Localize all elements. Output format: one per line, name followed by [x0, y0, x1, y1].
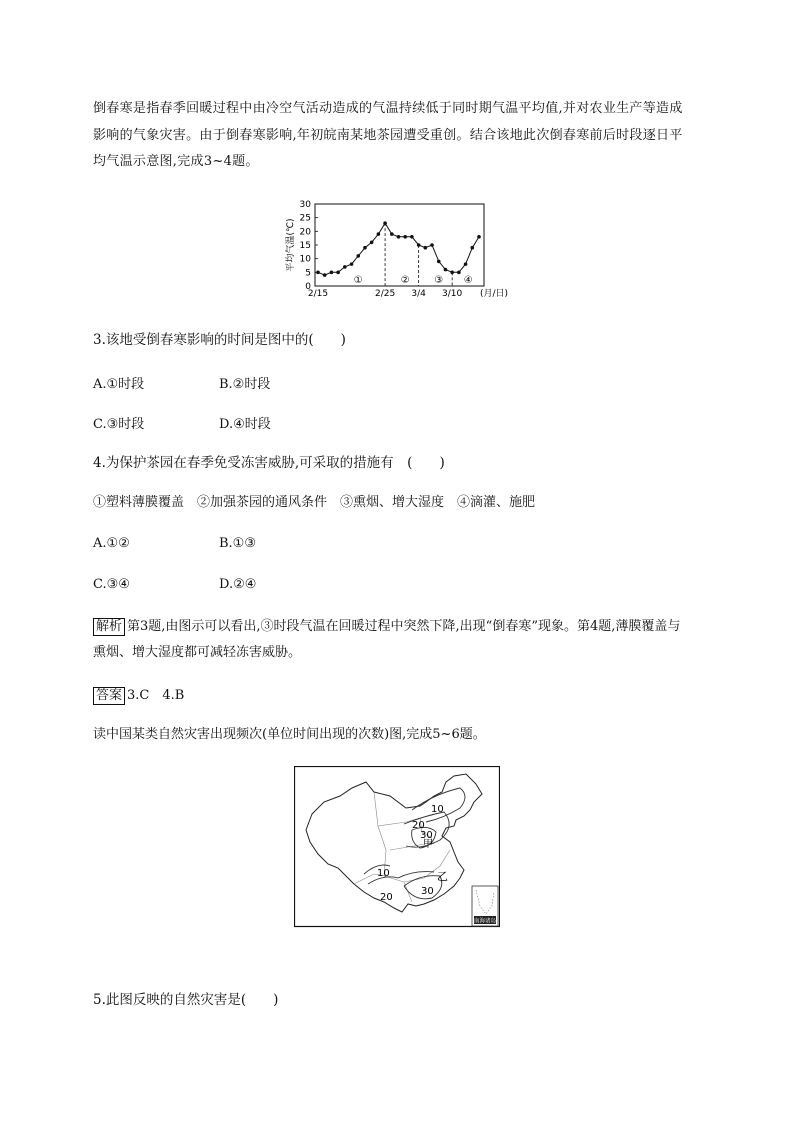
data-point — [370, 240, 374, 244]
data-point — [417, 243, 421, 247]
data-point — [363, 246, 367, 250]
data-point — [470, 246, 474, 250]
contour-label-20-south: 20 — [380, 892, 393, 903]
place-yi: 乙 — [437, 870, 448, 883]
intro-paragraph: 倒春寒是指春季回暖过程中由冷空气活动造成的气温持续低于同时期气温平均值,并对农业生产等造成影响的气象灾害。由于倒春寒影响,年初皖南某地茶园遭受重创。结合该地此次倒春寒前后时段逐日平均气温示意图,完成3~4题。 — [93, 101, 683, 169]
q4-option-a[interactable]: A.①② — [93, 536, 130, 551]
data-point — [450, 271, 454, 275]
q3-option-d[interactable]: D.④时段 — [219, 417, 271, 432]
x-tick-label: 2/15 — [307, 289, 329, 299]
data-point — [477, 235, 481, 239]
data-point — [330, 271, 334, 275]
y-axis-title: 平均气温(℃) — [286, 218, 296, 272]
data-point — [377, 232, 381, 236]
temperature-chart-svg — [280, 196, 520, 308]
china-map — [294, 766, 500, 932]
answer-label: 答案 — [93, 687, 125, 705]
data-point — [430, 243, 434, 247]
inset-label: 南海诸岛 — [473, 918, 497, 925]
contour-label-30-south: 30 — [421, 886, 434, 897]
x-tick-label: 2/25 — [374, 289, 396, 299]
place-jia: 甲 — [423, 839, 433, 850]
q3-option-c[interactable]: C.③时段 — [93, 417, 145, 432]
answer-block — [93, 683, 184, 709]
q5-stem: 5.此图反映的自然灾害是( ) — [93, 992, 279, 1008]
period-label: ④ — [463, 275, 473, 286]
data-point — [323, 273, 327, 277]
y-tick-label: 5 — [305, 268, 311, 279]
contour-label-20-north: 20 — [412, 820, 425, 831]
y-axis-label — [284, 218, 296, 271]
analysis-text: 第3题,由图示可以看出,③时段气温在回暖过程中突然下降,出现“倒春寒”现象。第4题,薄膜覆盖与熏烟、增大湿度都可减轻冻害威胁。 — [93, 619, 681, 660]
y-tick-label: 10 — [299, 254, 311, 265]
y-tick-label: 30 — [299, 200, 311, 210]
x-tick-label: 3/10 — [442, 289, 463, 299]
period-label: ② — [400, 275, 410, 286]
contour-label-10-south: 10 — [377, 868, 390, 879]
q4-stem: 4.为保护茶园在春季免受冻害威胁,可采取的措施有 ( ) — [93, 455, 445, 471]
q4-option-c[interactable]: C.③④ — [93, 577, 130, 592]
data-point — [424, 246, 428, 250]
map-frame — [295, 767, 500, 927]
data-point — [444, 268, 448, 272]
temperature-line — [318, 223, 479, 275]
x-axis-title: (月/日) — [479, 289, 509, 299]
q3-option-b[interactable]: B.②时段 — [219, 377, 271, 392]
period-label: ③ — [434, 275, 444, 286]
data-point — [343, 265, 347, 269]
period-label: ① — [353, 275, 363, 286]
q4-items: ①塑料薄膜覆盖 ②加强茶园的通风条件 ③熏烟、增大湿度 ④滴灌、施肥 — [93, 495, 536, 510]
data-point — [437, 260, 441, 264]
q4-option-d[interactable]: D.②④ — [219, 577, 257, 592]
answer-text: 3.C 4.B — [127, 688, 185, 703]
y-tick-label: 25 — [299, 213, 311, 224]
data-point — [397, 235, 401, 239]
temperature-chart — [280, 196, 520, 312]
contour-label-10-north: 10 — [431, 804, 444, 815]
y-tick-label: 0 — [305, 282, 311, 292]
data-point — [410, 235, 414, 239]
y-tick-label: 15 — [299, 241, 311, 251]
data-point — [336, 271, 340, 275]
analysis-label: 解析 — [93, 618, 125, 636]
intro2-paragraph: 读中国某类自然灾害出现频次(单位时间出现的次数)图,完成5~6题。 — [93, 727, 486, 742]
contour-label-30-north: 30 — [420, 830, 433, 841]
data-point — [390, 232, 394, 236]
data-point — [356, 254, 360, 258]
data-point — [403, 235, 407, 239]
data-point — [457, 271, 461, 275]
data-point — [350, 262, 354, 266]
q4-option-b[interactable]: B.①③ — [219, 536, 256, 551]
data-point — [316, 271, 320, 275]
y-tick-label: 20 — [299, 227, 311, 238]
q3-option-a[interactable]: A.①时段 — [93, 377, 145, 392]
china-map-svg — [294, 766, 500, 928]
data-point — [383, 221, 387, 225]
q3-stem: 3.该地受倒春寒影响的时间是图中的( ) — [93, 332, 346, 348]
analysis-block — [93, 614, 693, 666]
x-tick-label: 3/4 — [411, 289, 426, 299]
data-point — [464, 262, 468, 266]
